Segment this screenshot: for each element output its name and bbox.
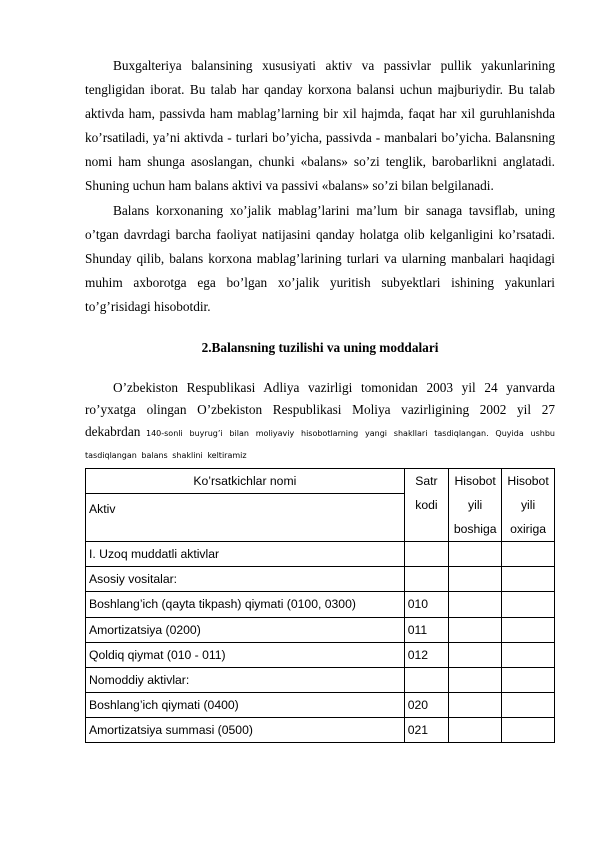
balance-table: [85, 468, 555, 743]
header-end-line1: Hisobot: [507, 474, 549, 489]
header-indicator-name: Ko’rsatkichlar nomi: [86, 469, 405, 494]
row-start-value: [449, 692, 502, 717]
header-start-line1: Hisobot: [454, 474, 496, 489]
row-end-value: [502, 542, 555, 567]
row-code: 011: [404, 617, 449, 642]
header-aktiv: Aktiv: [86, 494, 405, 542]
row-start-value: [449, 667, 502, 692]
table-row: [86, 617, 555, 642]
row-start-value: [449, 542, 502, 567]
row-start-value: [449, 642, 502, 667]
row-code: [404, 567, 449, 592]
row-name: Boshlang’ich qiymati (0400): [86, 692, 405, 717]
paragraph-3-main: O’zbekiston Respublikasi Adliya vazirligi tomonidan 2003 yil 24 yanvarda ro’yxatga olingan O’zbekiston Respublikasi Moliya vazirligining 2002 yil 27 dekabrdan: [85, 380, 555, 440]
row-code: 020: [404, 692, 449, 717]
header-year-end: [502, 469, 555, 542]
paragraph-1: Buxgalteriya balansining xususiyati aktiv va passivlar pullik yakunlarining tengligidan iborat. Bu talab har qanday korxona balansi uchun majburiydir. Bu talab aktivda ham, passivda ham mablag’larning bir xil hajmda, faqat har xil guruhlanishda ko’rsatiladi, ya’ni aktivda - turlari bo’yicha, passivda - manbalari bo’yicha. Balansning nomi ham shunga asoslangan, chunki «balans» so’zi tenglik, barobarlikni anglatadi. Shuning uchun ham balans aktivi va passivi «balans» so’zi bilan belgilanadi.: [85, 58, 555, 194]
table-row: [86, 642, 555, 667]
section-heading: 2.Balansning tuzilishi va uning moddalari: [201, 340, 439, 356]
row-code: 021: [404, 717, 449, 742]
table-row: [86, 667, 555, 692]
row-end-value: [502, 592, 555, 617]
row-start-value: [449, 717, 502, 742]
row-name: Amortizatsiya (0200): [86, 617, 405, 642]
document-page: [85, 54, 555, 743]
row-end-value: [502, 642, 555, 667]
header-year-start: [449, 469, 502, 542]
row-code: [404, 667, 449, 692]
row-start-value: [449, 617, 502, 642]
row-end-value: [502, 667, 555, 692]
row-name: Qoldiq qiymat (010 - 011): [86, 642, 405, 667]
table-row: [86, 717, 555, 742]
table-row: [86, 567, 555, 592]
table-row: [86, 592, 555, 617]
paragraph-2: Balans korxonaning xo’jalik mablag’larini ma’lum bir sanaga tavsiflab, uning o’tgan davrdagi barcha faoliyat natijasini qanday holatga olib kelganligini ko’rsatadi. Shunday qilib, balans korxona mablag’larining turlari va ularning manbalari haqidagi muhim axborotga ega bo’lgan xo’jalik yuritish subyektlari ishining yakunlari to’g’risidagi hisobotdir.: [85, 202, 555, 314]
row-name: I. Uzoq muddatli aktivlar: [86, 542, 405, 567]
row-name: Asosiy vositalar:: [86, 567, 405, 592]
header-start-line2: yili: [468, 498, 483, 513]
row-name: Amortizatsiya summasi (0500): [86, 717, 405, 742]
table-header-row: [86, 469, 555, 494]
row-end-value: [502, 692, 555, 717]
table-row: [86, 692, 555, 717]
row-code: 010: [404, 592, 449, 617]
row-end-value: [502, 617, 555, 642]
row-code: 012: [404, 642, 449, 667]
row-start-value: [449, 592, 502, 617]
table-row: [86, 542, 555, 567]
header-end-line3: oxiriga: [510, 522, 546, 537]
row-name: Boshlang’ich (qayta tikpash) qiymati (0100, 0300): [86, 592, 405, 617]
row-end-value: [502, 717, 555, 742]
header-line-code: [404, 469, 449, 542]
row-start-value: [449, 567, 502, 592]
row-name: Nomoddiy aktivlar:: [86, 667, 405, 692]
header-end-line2: yili: [520, 498, 536, 513]
paragraph-3-small: 140-sonli buyrug’i bilan moliyaviy hisobotlarning yangi shakllari tasdiqlangan. Quyida ushbu tasdiqlangan balans shaklini keltiramiz: [85, 429, 555, 461]
paragraph-3: [85, 377, 555, 465]
header-start-line3: boshiga: [453, 522, 497, 537]
header-code-line1: Satr: [415, 474, 438, 489]
row-end-value: [502, 567, 555, 592]
header-code-line2: kodi: [415, 498, 438, 513]
row-code: [404, 542, 449, 567]
